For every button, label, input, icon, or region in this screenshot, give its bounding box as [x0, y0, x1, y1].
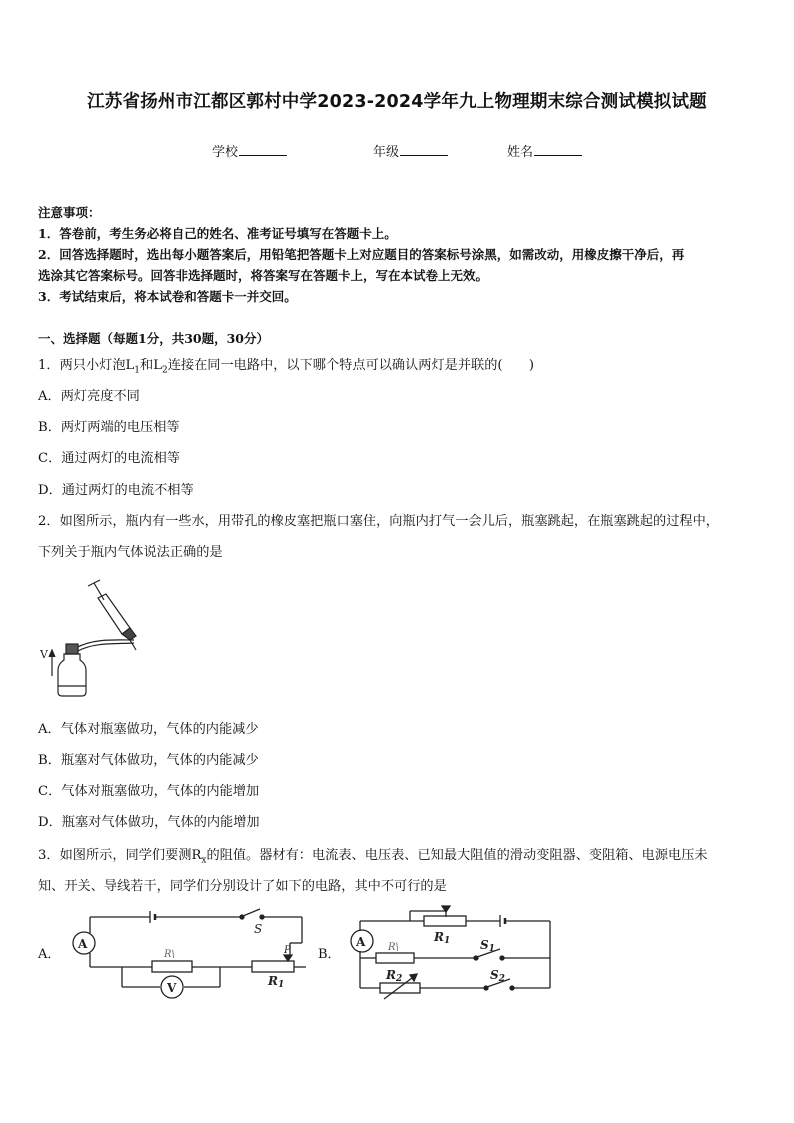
q3-option-b[interactable]: B． [318, 947, 341, 962]
switch-blade [243, 909, 260, 916]
rx-resistor-b [376, 953, 414, 963]
r2-box [380, 983, 420, 993]
notice-item: 2．回答选择题时，选出每小题答案后，用铅笔把答题卡上对应题目的答案标号涂黑，如需改动，用橡皮擦干净后，再 [38, 247, 685, 262]
q1-option-a[interactable]: A．两灯亮度不同 [38, 389, 140, 404]
notice-heading: 注意事项： [38, 205, 101, 220]
q2-option-c[interactable]: C．气体对瓶塞做功，气体的内能增加 [38, 784, 260, 799]
voltmeter-label: V [167, 981, 177, 995]
circuit-b-figure [340, 903, 560, 1003]
circuit-a-figure [62, 905, 312, 1005]
q2-option-a[interactable]: A．气体对瓶塞做功，气体的内能减少 [38, 722, 259, 737]
bottle [58, 654, 86, 696]
school-field[interactable] [212, 141, 287, 160]
q2-option-d[interactable]: D．瓶塞对气体做功，气体的内能增加 [38, 815, 260, 830]
r2-label: R2 [386, 968, 403, 984]
page-title: 江苏省扬州市江都区郭村中学2023-2024学年九上物理期末综合测试模拟试题 [87, 92, 707, 112]
r1-label: R1 [268, 974, 285, 990]
s2-label: S2 [490, 968, 505, 984]
rx-resistor [152, 961, 192, 972]
bottle-pump-figure [38, 578, 148, 698]
school-label: 学校 [212, 145, 239, 160]
name-field[interactable] [507, 141, 582, 160]
notice-item: 3．考试结束后，将本试卷和答题卡一并交回。 [38, 289, 297, 304]
question-2-line2: 下列关于瓶内气体说法正确的是 [38, 545, 223, 560]
q1-option-c[interactable]: C．通过两灯的电流相等 [38, 451, 180, 466]
q2-option-b[interactable]: B．瓶塞对气体做功，气体的内能减少 [38, 753, 259, 768]
r1-rheostat [252, 961, 294, 972]
ammeter-label: A [78, 937, 88, 951]
velocity-label: V [40, 648, 48, 661]
school-blank[interactable] [239, 142, 287, 156]
question-2-line1: 2．如图所示，瓶内有一些水，用带孔的橡皮塞把瓶口塞住，向瓶内打气一会儿后，瓶塞跳起，在瓶塞跳起的过程中， [38, 514, 719, 529]
question-1: 1．两只小灯泡$L_1$和$L_2$连接在同一电路中，以下哪个特点可以确认两灯是并联的( ) [38, 358, 535, 376]
grade-field[interactable] [373, 141, 448, 160]
pump-barrel [98, 594, 130, 634]
rx-label: R\ [164, 949, 175, 960]
bottle-stopper [66, 644, 78, 654]
q1-option-b[interactable]: B．两灯两端的电压相等 [38, 420, 180, 435]
r1-label-b: R1 [434, 930, 451, 946]
ammeter-label-b: A [356, 935, 366, 949]
grade-label: 年级 [373, 145, 400, 160]
r1-rheostat-b [424, 916, 466, 926]
s1-label: S1 [480, 938, 495, 954]
question-3-line1: 3．如图所示，同学们要测$R_x$的阻值。器材有：电流表、电压表、已知最大阻值的滑动变阻器、变阻箱、电源电压未 [38, 848, 708, 866]
question-3-line2: 知、开关、导线若干，同学们分别设计了如下的电路，其中不可行的是 [38, 879, 447, 894]
notice-item: 1．答卷前，考生务必将自己的姓名、准考证号填写在答题卡上。 [38, 226, 397, 241]
section-heading: 一、选择题（每题1分，共30题，30分） [38, 331, 269, 346]
q3-option-a[interactable]: A． [38, 947, 61, 962]
switch-label: S [254, 922, 263, 936]
name-label: 姓名 [507, 145, 534, 160]
q1-option-d[interactable]: D．通过两灯的电流不相等 [38, 483, 194, 498]
rx-label-b: R\ [388, 942, 399, 953]
notice-item: 选涂其它答案标号。回答非选择题时，将答案写在答题卡上，写在本试卷上无效。 [38, 268, 489, 283]
slider-label: P [284, 945, 291, 956]
name-blank[interactable] [534, 142, 582, 156]
grade-blank[interactable] [400, 142, 448, 156]
